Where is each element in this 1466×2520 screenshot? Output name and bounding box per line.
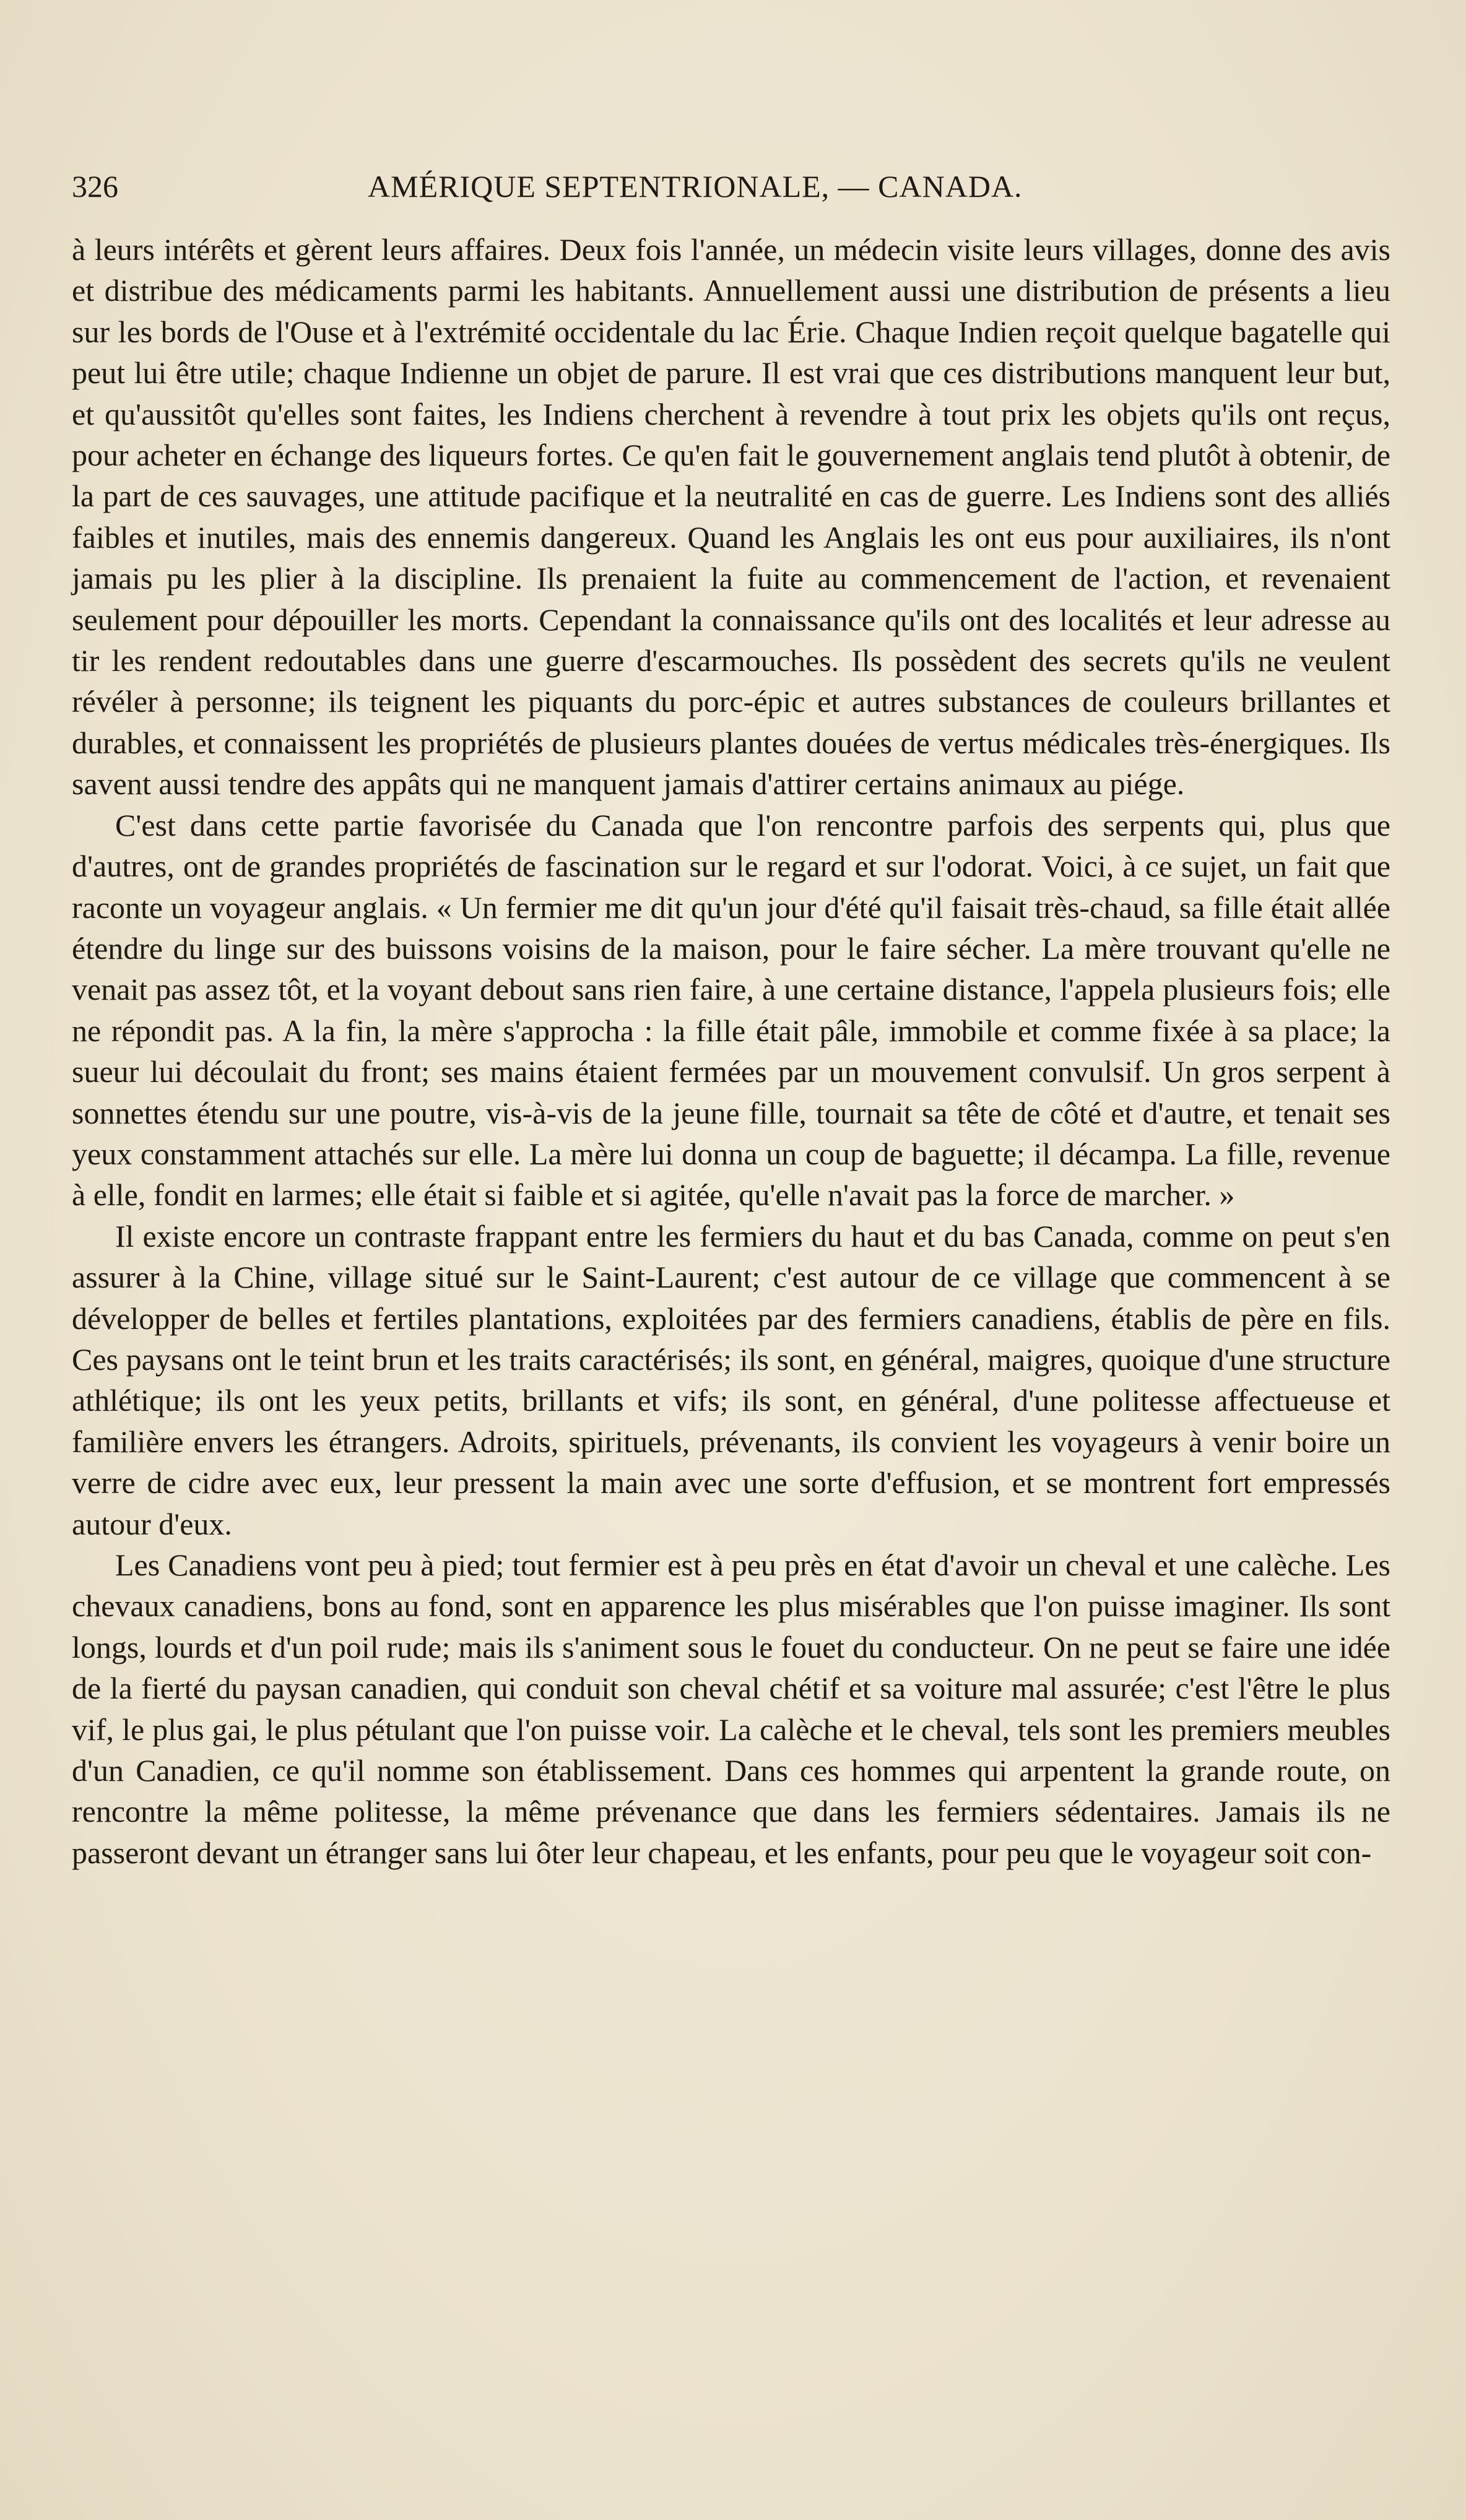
body-text (72, 229, 1390, 1873)
paragraph-farmers-contrast: Il existe encore un contraste frappant entre les fermiers du haut et du bas Canada, comme on peut s'en assurer à la Chine, village situé sur le Saint-Laurent; c'est autour de ce village que commencent à se développer de belles et fertiles plantations, exploitées par des fermiers canadiens, établis de père en fils. Ces paysans ont le teint brun et les traits caractérisés; ils sont, en général, maigres, quoique d'une structure athlétique; ils ont les yeux petits, brillants et vifs; ils sont, en général, d'une politesse affectueuse et familière envers les étrangers. Adroits, spirituels, prévenants, ils convient les voyageurs à venir boire un verre de cidre avec eux, leur pressent la main avec une sorte d'effusion, et se montrent fort empressés autour d'eux. (72, 1218, 1390, 1541)
paragraph-canadian-horses: Les Canadiens vont peu à pied; tout fermier est à peu près en état d'avoir un cheval et une calèche. Les chevaux canadiens, bons au fond, sont en apparence les plus misérables que l'on puisse imaginer. Ils sont longs, lourds et d'un poil rude; mais ils s'animent sous le fouet du conducteur. On ne peut se faire une idée de la fierté du paysan canadien, qui conduit son cheval chétif et sa voiture mal assurée; c'est l'être le plus vif, le plus gai, le plus pétulant que l'on puisse voir. La calèche et le cheval, tels sont les premiers meubles d'un Canadien, ce qu'il nomme son établissement. Dans ces hommes qui arpentent la grande route, on rencontre la même politesse, la même prévenance que dans les fermiers sédentaires. Jamais ils ne passeront devant un étranger sans lui ôter leur chapeau, et les enfants, pour peu que le voyageur soit con- (72, 1548, 1390, 1870)
page-header (72, 165, 1390, 208)
paragraph-snake-fascination: C'est dans cette partie favorisée du Canada que l'on rencontre parfois des serpents qui, plus que d'autres, ont de grandes propriétés de fascination sur le regard et sur l'odorat. Voici, à ce sujet, un fait que raconte un voyageur anglais. « Un fermier me dit qu'un jour d'été qu'il faisait très-chaud, sa fille était allée étendre du linge sur des buissons voisins de la maison, pour le faire sécher. La mère trouvant qu'elle ne venait pas assez tôt, et la voyant debout sans rien faire, à une certaine distance, l'appela plusieurs fois; elle ne répondit pas. A la fin, la mère s'approcha : la fille était pâle, immobile et comme fixée à sa place; la sueur lui découlait du front; ses mains étaient fermées par un mouvement convulsif. Un gros serpent à sonnettes étendu sur une poutre, vis-à-vis de la jeune fille, tournait sa tête de côté et d'autre, et tenait ses yeux constamment attachés sur elle. La mère lui donna un coup de baguette; il décampa. La fille, revenue à elle, fondit en larmes; elle était si faible et si agitée, qu'elle n'avait pas la force de marcher. » (72, 807, 1390, 1213)
paragraph-indian-affairs: à leurs intérêts et gèrent leurs affaires. Deux fois l'année, un médecin visite leurs villages, donne des avis et distribue des médicaments parmi les habitants. Annuellement aussi une distribution de présents a lieu sur les bords de l'Ouse et à l'extrémité occidentale du lac Érie. Chaque Indien reçoit quelque bagatelle qui peut lui être utile; chaque Indienne un objet de parure. Il est vrai que ces distributions manquent leur but, et qu'aussitôt qu'elles sont faites, les Indiens cherchent à revendre à tout prix les objets qu'ils ont reçus, pour acheter en échange des liqueurs fortes. Ce qu'en fait le gouvernement anglais tend plutôt à obtenir, de la part de ces sauvages, une attitude pacifique et la neutralité en cas de guerre. Les Indiens sont des alliés faibles et inutiles, mais des ennemis dangereux. Quand les Anglais les ont eus pour auxiliaires, ils n'ont jamais pu les plier à la discipline. Ils prenaient la fuite au commencement de l'action, et revenaient seulement pour dépouiller les morts. Cependant la connaissance qu'ils ont des localités et leur adresse au tir les rendent redoutables dans une guerre d'escarmouches. Ils possèdent des secrets qu'ils ne veulent révéler à personne; ils teignent les piquants du porc-épic et autres substances de couleurs brillantes et durables, et connaissent les propriétés de plusieurs plantes douées de vertus médicales très-énergiques. Ils savent aussi tendre des appâts qui ne manquent jamais d'attirer certains animaux au piége. (72, 232, 1390, 802)
page-number: 326 (72, 169, 118, 204)
running-title: AMÉRIQUE SEPTENTRIONALE, — CANADA. (368, 169, 1023, 204)
